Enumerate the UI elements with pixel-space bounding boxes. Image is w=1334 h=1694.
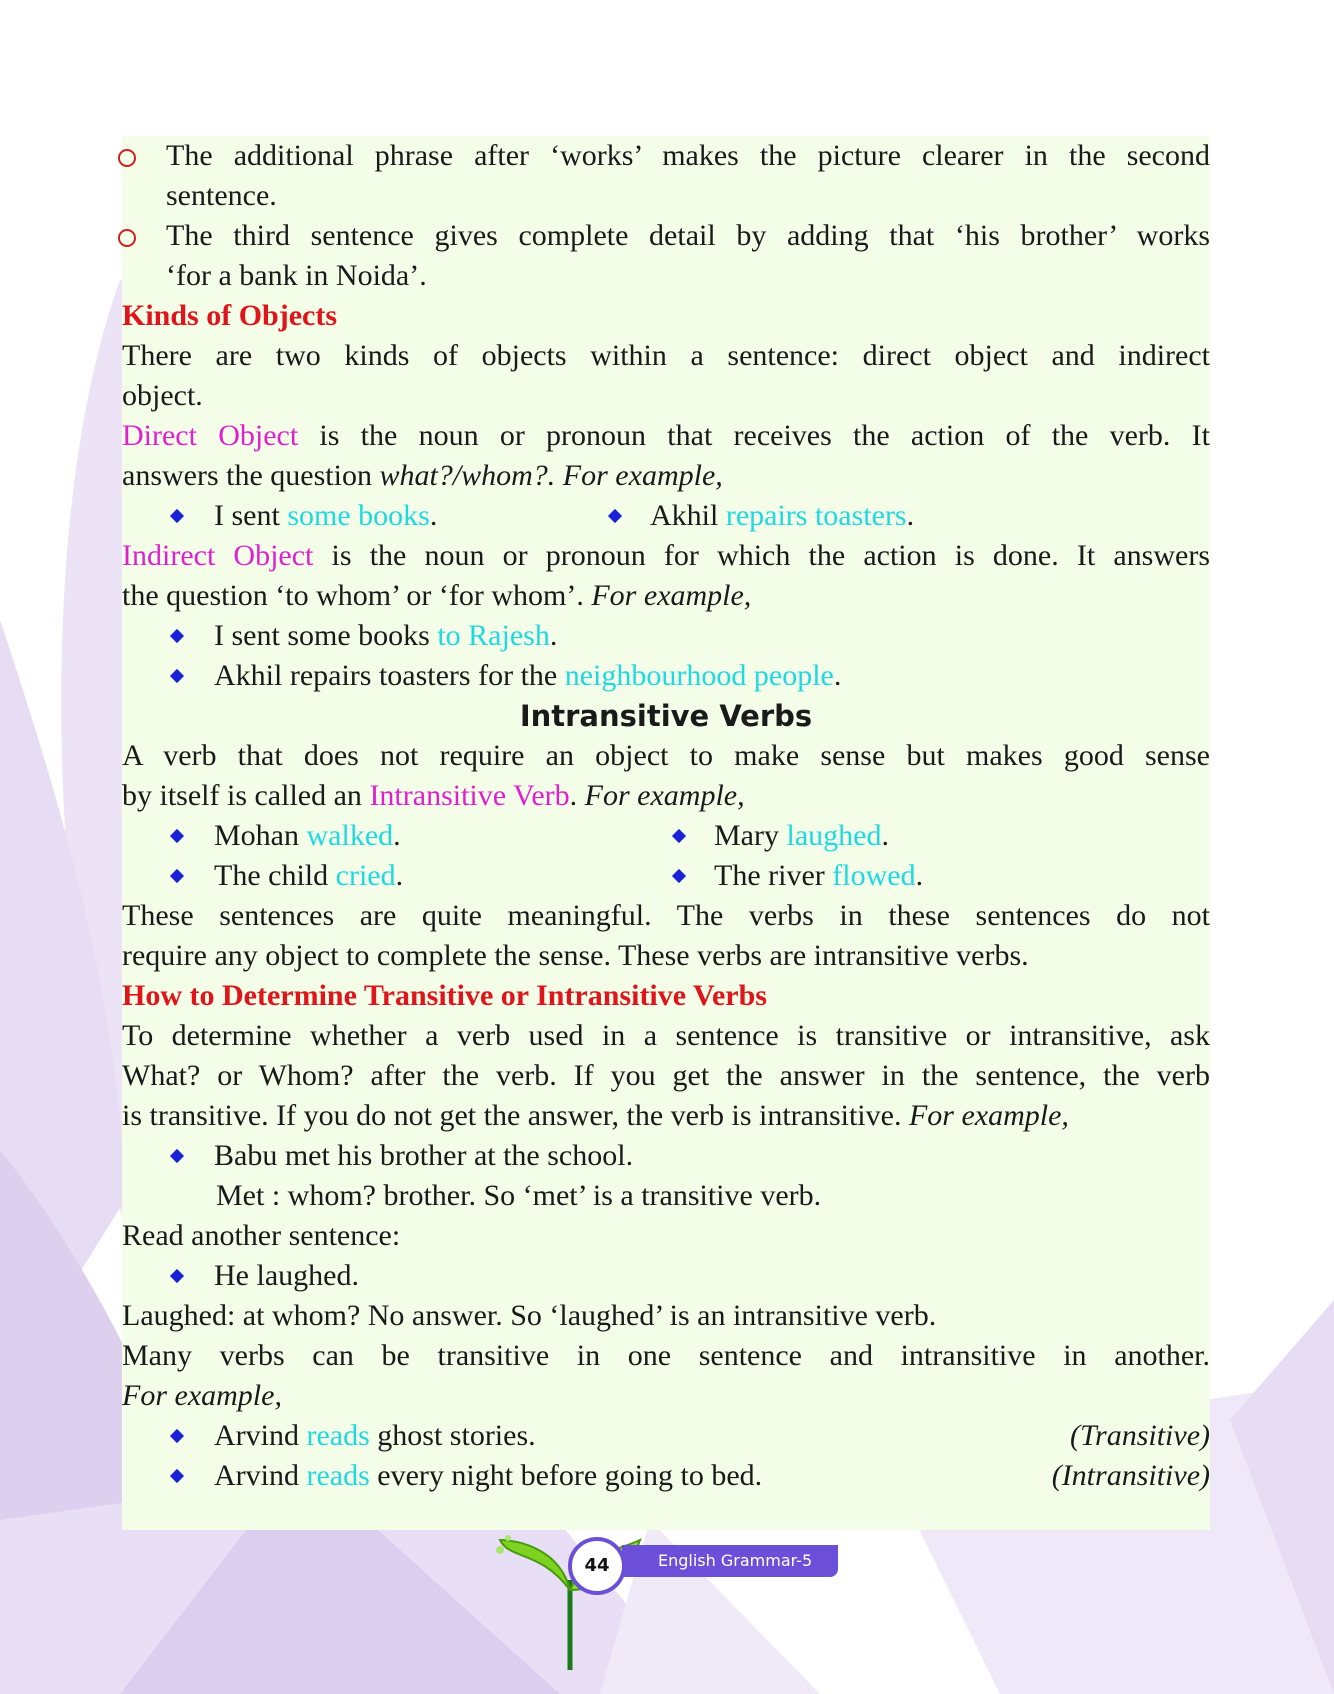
paragraph-line: is transitive. If you do not get the answer, the verb is intransitive. For example, bbox=[122, 1099, 1069, 1132]
example-note bbox=[122, 1176, 1210, 1216]
diamond-bullet-icon bbox=[170, 869, 184, 883]
definition-text: is the noun or pronoun that receives the action of the verb. It bbox=[298, 419, 1210, 452]
definition-text: is the noun or pronoun for which the action is done. It answers bbox=[313, 539, 1210, 572]
paragraph-line: Many verbs can be transitive in one sentence and intransitive in another. bbox=[122, 1339, 1210, 1372]
example-item: Babu met his brother at the school. bbox=[214, 1139, 634, 1172]
content-panel bbox=[122, 136, 1210, 1530]
paragraph-line: What? or Whom? after the verb. If you get the answer in the sentence, the verb bbox=[122, 1059, 1210, 1092]
bullet-text: sentence. bbox=[166, 179, 277, 212]
bullet-continuation bbox=[122, 256, 1210, 296]
diamond-bullet-icon bbox=[170, 829, 184, 843]
hollow-circle-bullet-icon bbox=[118, 229, 136, 247]
indirect-object-definition bbox=[122, 536, 1210, 576]
verb-type-label: (Transitive) bbox=[1070, 1419, 1210, 1452]
paragraph-line: require any object to complete the sense. These verbs are intransitive verbs. bbox=[122, 939, 1029, 972]
paragraph-line: To determine whether a verb used in a sentence is transitive or intransitive, ask bbox=[122, 1019, 1210, 1052]
example-row bbox=[122, 656, 1210, 696]
verb-type-label: (Intransitive) bbox=[1051, 1459, 1210, 1492]
example-row bbox=[122, 816, 1210, 856]
diamond-bullet-icon bbox=[170, 1149, 184, 1163]
diamond-bullet-icon bbox=[170, 1429, 184, 1443]
example-item: I sent some books to Rajesh. bbox=[214, 619, 558, 652]
term-intransitive-verb: Intransitive Verb bbox=[369, 779, 570, 812]
example-row bbox=[122, 1416, 1210, 1456]
diamond-bullet-icon bbox=[170, 1269, 184, 1283]
example-item: I sent some books. bbox=[214, 499, 438, 532]
example-item: Mohan walked. bbox=[214, 819, 401, 852]
paragraph-line: A verb that does not require an object to make sense but makes good sense bbox=[122, 739, 1210, 772]
example-item: Akhil repairs toasters for the neighbourhood people. bbox=[214, 659, 842, 692]
paragraph-line bbox=[122, 456, 1210, 496]
hollow-bullet-item bbox=[122, 136, 1210, 176]
paragraph-line: There are two kinds of objects within a sentence: direct object and indirect bbox=[122, 339, 1210, 372]
term-direct-object: Direct Object bbox=[122, 419, 299, 452]
paragraph-line bbox=[122, 576, 1210, 616]
section-heading-kinds-of-objects: Kinds of Objects bbox=[122, 299, 338, 332]
bullet-text: The third sentence gives complete detail by adding that ‘his brother’ works bbox=[166, 219, 1210, 252]
bullet-text: ‘for a bank in Noida’. bbox=[166, 259, 427, 292]
example-row bbox=[122, 616, 1210, 656]
diamond-bullet-icon bbox=[170, 509, 184, 523]
page-number: 44 bbox=[568, 1537, 626, 1595]
example-item: Arvind reads every night before going to bed. bbox=[214, 1459, 763, 1492]
paragraph-line: For example, bbox=[122, 1379, 282, 1412]
book-title-ribbon: English Grammar-5 bbox=[622, 1545, 838, 1577]
example-item: Mary laughed. bbox=[714, 819, 889, 852]
example-row bbox=[122, 856, 1210, 896]
example-row bbox=[122, 1256, 1210, 1296]
paragraph-line: Laughed: at whom? No answer. So ‘laughed’ is an intransitive verb. bbox=[122, 1299, 937, 1332]
example-item: Arvind reads ghost stories. bbox=[214, 1419, 536, 1452]
example-row bbox=[122, 496, 1210, 536]
example-row bbox=[122, 1456, 1210, 1496]
paragraph-line: These sentences are quite meaningful. The verbs in these sentences do not bbox=[122, 899, 1210, 932]
paragraph-line: Read another sentence: bbox=[122, 1219, 401, 1252]
italic-text: what?/whom?. For example, bbox=[379, 459, 723, 492]
example-item: Akhil repairs toasters. bbox=[650, 499, 915, 532]
diamond-bullet-icon bbox=[608, 509, 622, 523]
example-item: The river flowed. bbox=[714, 859, 924, 892]
example-row bbox=[122, 1136, 1210, 1176]
diamond-bullet-icon bbox=[170, 669, 184, 683]
bullet-text: The additional phrase after ‘works’ makes the picture clearer in the second bbox=[166, 139, 1210, 172]
example-item: The child cried. bbox=[214, 859, 404, 892]
diamond-bullet-icon bbox=[672, 869, 686, 883]
example-item: He laughed. bbox=[214, 1259, 359, 1292]
definition-text: answers the question bbox=[122, 459, 380, 492]
section-heading-how-to-determine: How to Determine Transitive or Intransitive Verbs bbox=[122, 979, 767, 1012]
note-text: Met : whom? brother. So ‘met’ is a transitive verb. bbox=[216, 1179, 822, 1212]
hollow-circle-bullet-icon bbox=[118, 149, 136, 167]
diamond-bullet-icon bbox=[672, 829, 686, 843]
definition-text: the question ‘to whom’ or ‘for whom’. bbox=[122, 579, 592, 612]
italic-text: For example, bbox=[591, 579, 752, 612]
hollow-bullet-item bbox=[122, 216, 1210, 256]
bullet-continuation bbox=[122, 176, 1210, 216]
paragraph-line: object. bbox=[122, 379, 203, 412]
diamond-bullet-icon bbox=[170, 629, 184, 643]
diamond-bullet-icon bbox=[170, 1469, 184, 1483]
direct-object-definition bbox=[122, 416, 1210, 456]
section-heading-intransitive-verbs: Intransitive Verbs bbox=[519, 699, 813, 733]
paragraph-line: by itself is called an Intransitive Verb. For example, bbox=[122, 779, 745, 812]
sprout-leaf-icon bbox=[490, 1520, 650, 1670]
term-indirect-object: Indirect Object bbox=[122, 539, 314, 572]
